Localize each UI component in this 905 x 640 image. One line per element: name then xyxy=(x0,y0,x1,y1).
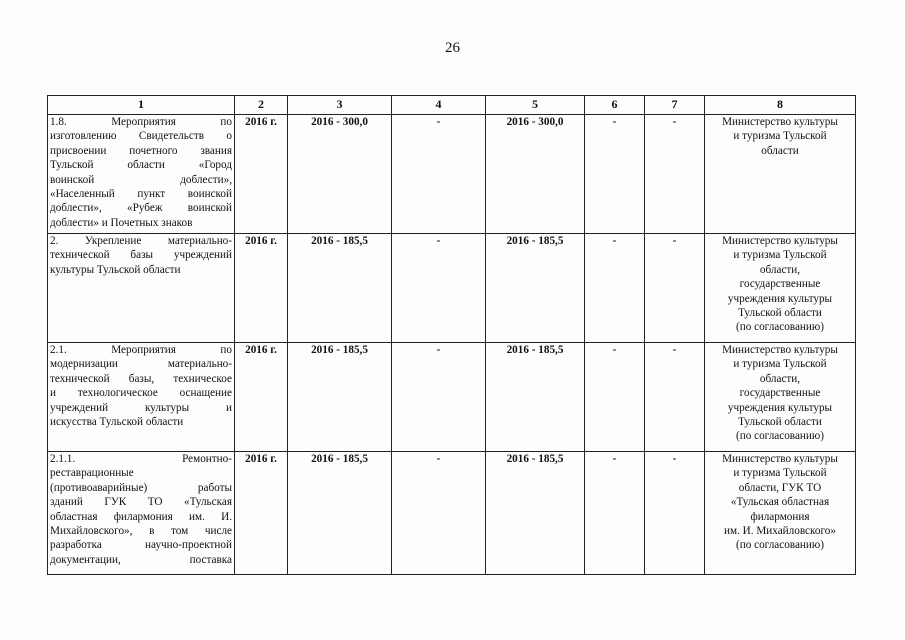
municipal-funding-cell: - xyxy=(585,234,645,343)
description-line: доблести», «Рубеж воинской xyxy=(50,202,232,215)
description-line: реставрационные xyxy=(50,467,134,480)
executor-line: области, xyxy=(759,263,801,276)
municipal-funding-cell: - xyxy=(585,452,645,575)
header-cell: 1 xyxy=(48,96,235,115)
description-line: искусства Тульской области xyxy=(50,416,184,429)
description-line: технической базы учреждений xyxy=(50,249,232,262)
executor-line: и туризма Тульской xyxy=(733,358,827,371)
executor-line: области, xyxy=(759,372,801,385)
other-funding-cell: - xyxy=(645,234,705,343)
responsible-executor xyxy=(705,452,856,575)
municipal-funding-cell: - xyxy=(585,343,645,452)
executor-line: Министерство культуры xyxy=(722,453,838,465)
description-line: культуры Тульской области xyxy=(50,263,181,276)
federal-funding-cell: - xyxy=(392,234,486,343)
header-cell: 6 xyxy=(585,96,645,115)
activity-description xyxy=(48,343,235,452)
description-line: 1.8. Мероприятия по xyxy=(50,116,232,128)
page-number: 26 xyxy=(445,40,460,56)
executor-line: и туризма Тульской xyxy=(733,130,827,143)
executor-line: (по согласованию) xyxy=(736,430,824,443)
executor-line: области, ГУК ТО xyxy=(738,481,822,494)
executor-line: (по согласованию) xyxy=(736,539,824,552)
header-cell: 5 xyxy=(486,96,585,115)
description-line: учреждений культуры и xyxy=(50,401,232,414)
executor-line: Тульской области xyxy=(738,307,822,320)
regional-funding-cell: 2016 - 300,0 xyxy=(486,115,585,234)
header-cell: 2 xyxy=(235,96,288,115)
other-funding-cell: - xyxy=(645,343,705,452)
executor-line: государственные xyxy=(739,387,821,400)
description-line: 2.1. Мероприятия по xyxy=(50,344,232,356)
executor-line: области xyxy=(761,144,799,157)
header-cell: 3 xyxy=(288,96,392,115)
executor-line: Министерство культуры xyxy=(722,116,838,128)
description-line: и технологическое оснащение xyxy=(50,387,232,400)
executor-line: учреждения культуры xyxy=(727,292,833,305)
description-line: 2.1.1. Ремонтно- xyxy=(50,453,232,465)
description-line: присвоении почетного звания xyxy=(50,144,232,157)
executor-line: филармония xyxy=(750,510,810,523)
total-funding-cell: 2016 - 185,5 xyxy=(288,452,392,575)
table-row xyxy=(48,115,856,234)
activity-description xyxy=(48,234,235,343)
table-row xyxy=(48,452,856,575)
description-line: разработка научно-проектной xyxy=(50,539,232,552)
responsible-executor xyxy=(705,115,856,234)
description-line: 2. Укрепление материально- xyxy=(50,235,232,247)
activity-description xyxy=(48,452,235,575)
description-line: доблести» и Почетных знаков xyxy=(50,216,193,229)
executor-line: государственные xyxy=(739,278,821,291)
municipal-funding-cell: - xyxy=(585,115,645,234)
header-cell: 8 xyxy=(705,96,856,115)
description-line: модернизации материально- xyxy=(50,358,232,371)
responsible-executor xyxy=(705,234,856,343)
executor-line: Министерство культуры xyxy=(722,344,838,356)
total-funding-cell: 2016 - 300,0 xyxy=(288,115,392,234)
description-line: воинской доблести», xyxy=(50,173,232,186)
federal-funding-cell: - xyxy=(392,343,486,452)
responsible-executor xyxy=(705,343,856,452)
description-line: изготовлению Свидетельств о xyxy=(50,130,232,143)
regional-funding-cell: 2016 - 185,5 xyxy=(486,234,585,343)
federal-funding-cell: - xyxy=(392,115,486,234)
table-row xyxy=(48,343,856,452)
executor-line: (по согласованию) xyxy=(736,321,824,334)
description-line: зданий ГУК ТО «Тульская xyxy=(50,496,232,509)
period-cell: 2016 г. xyxy=(235,452,288,575)
executor-line: «Тульская областная xyxy=(730,496,830,509)
executor-line: Министерство культуры xyxy=(722,235,838,247)
regional-funding-cell: 2016 - 185,5 xyxy=(486,343,585,452)
executor-line: учреждения культуры xyxy=(727,401,833,414)
executor-line: Тульской области xyxy=(738,416,822,429)
description-line: областная филармония им. И. xyxy=(50,510,232,523)
total-funding-cell: 2016 - 185,5 xyxy=(288,343,392,452)
description-line: технической базы, техническое xyxy=(50,372,232,385)
activity-description xyxy=(48,115,235,234)
activities-table xyxy=(47,95,856,575)
description-line: документации, поставка xyxy=(50,553,232,566)
header-cell: 7 xyxy=(645,96,705,115)
period-cell: 2016 г. xyxy=(235,234,288,343)
executor-line: им. И. Михайловского» xyxy=(724,525,836,538)
description-line: (противоаварийные) работы xyxy=(50,481,232,494)
header-cell: 4 xyxy=(392,96,486,115)
regional-funding-cell: 2016 - 185,5 xyxy=(486,452,585,575)
executor-line: и туризма Тульской xyxy=(733,249,827,262)
other-funding-cell: - xyxy=(645,452,705,575)
period-cell: 2016 г. xyxy=(235,343,288,452)
table-row xyxy=(48,234,856,343)
executor-line: и туризма Тульской xyxy=(733,467,827,480)
header-row xyxy=(48,96,856,115)
period-cell: 2016 г. xyxy=(235,115,288,234)
other-funding-cell: - xyxy=(645,115,705,234)
total-funding-cell: 2016 - 185,5 xyxy=(288,234,392,343)
description-line: Михайловского», в том числе xyxy=(50,525,232,538)
description-line: Тульской области «Город xyxy=(50,159,232,172)
federal-funding-cell: - xyxy=(392,452,486,575)
description-line: «Населенный пункт воинской xyxy=(50,188,232,201)
